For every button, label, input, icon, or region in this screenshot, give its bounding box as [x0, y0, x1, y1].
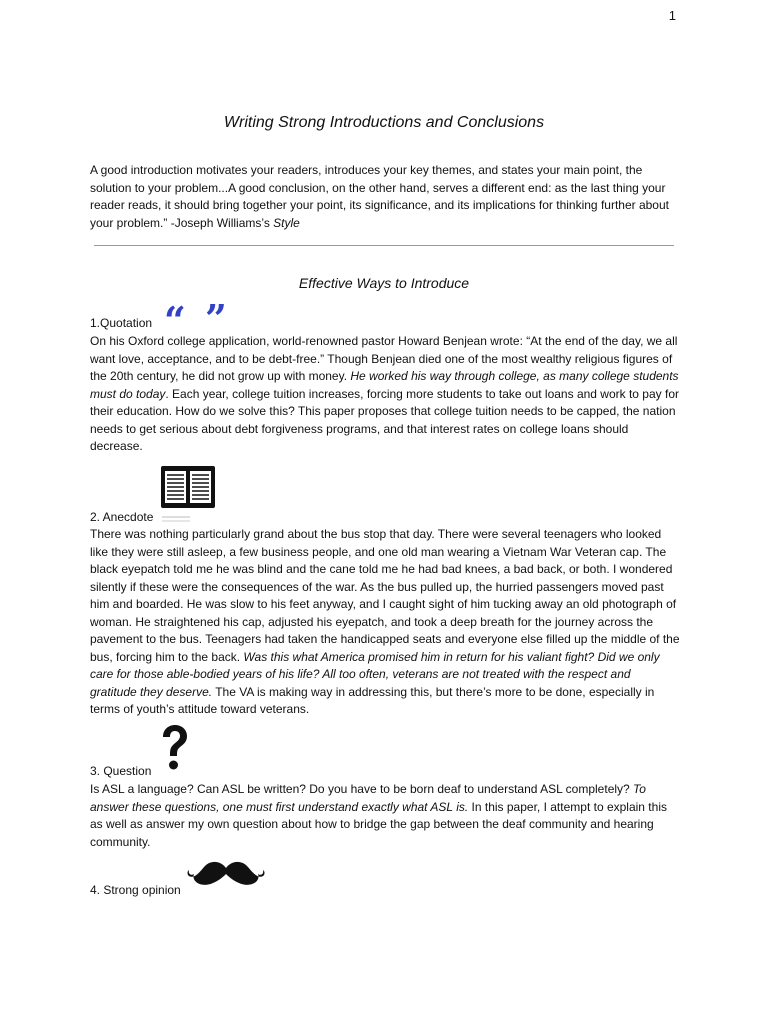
- question-text-1: Is ASL a language? Can ASL be written? Do you have to be born deaf to understand ASL completely?: [90, 782, 634, 796]
- intro-text: A good introduction motivates your readers, introduces your key themes, and states your main point, the solution to your problem...A good conclusion, on the other hand, serves a different end: as the last thing your reader reads, it should bring together your point, its significance, and its implications for thinking further about your problem.” -Joseph Williams’s: [90, 163, 669, 230]
- close-quote-icon: ”: [205, 296, 227, 341]
- quotation-text-1: On his Oxford college application, world-renowned pastor Howard Benjean wrote: “At the end of the day, we all want love, acceptance, and to be debt-free.” Though Benjean died one of the most wealthy religious figures of the 20th century, he did not grow up with money.: [90, 334, 678, 383]
- document-title: Writing Strong Introductions and Conclusions: [223, 114, 545, 131]
- question-mark-icon: [158, 724, 190, 772]
- anecdote-text-1: There was nothing particularly grand about the bus stop that day. There were several teenagers who looked like they were still asleep, a few business people, and one old man wearing a Vietnam War Veteran cap. The black eyepatch told me he was blind and the cane told me he had bad knees, a bad back, or both. I wondered silently if these were the consequences of the war. As the bus pulled up, the hurried passengers moved past him and boarded. He was slow to his feet anyway, and I caught sight of him tucking away an old photograph of woman. He straightened his cap, adjusted his eyepatch, and took a deep breath for the journey across the pavement to the bus. Teenagers had taken the handicapped seats and everyone else filled up the middle of the bus, forcing him to the back.: [90, 527, 680, 664]
- anecdote-emphasis: Was this what America promised him in return for his valiant fight? Did we only care for those able-bodied years of his life? All too often, veterans are not treated with the respect and gratitude they deserve.: [90, 649, 660, 699]
- open-book-icon: [160, 465, 216, 523]
- mustache-icon: [186, 858, 266, 888]
- question-emphasis: To answer these questions, one must first understand exactly what ASL is.: [90, 782, 646, 814]
- question-heading: 3. Question: [90, 764, 152, 778]
- quotation-paragraph: [90, 333, 680, 456]
- anecdote-text-2: The VA is making way in addressing this, but there’s more to be done, especially in terms of youth’s attitude toward veterans.: [90, 684, 655, 716]
- quotation-emphasis: He worked his way through college, as many college students must do today: [90, 369, 679, 401]
- strong-opinion-heading: 4. Strong opinion: [90, 883, 181, 897]
- intro-source-title: Style: [273, 215, 300, 230]
- intro-paragraph: [90, 162, 680, 232]
- anecdote-paragraph: [90, 526, 680, 719]
- question-paragraph: [90, 781, 680, 851]
- quotation-heading: 1.Quotation: [90, 316, 153, 330]
- question-text-2: In this paper, I attempt to explain this as well as answer my own question about how to bridge the gap between the deaf community and hearing community.: [90, 799, 667, 849]
- section-divider: [94, 245, 674, 246]
- quotation-text-2: . Each year, college tuition increases, forcing more students to take out loans and work to pay for their education. How do we solve this? This paper proposes that college tuition needs to be capped, the nation needs to get serious about debt forgiveness programs, and that interest rates on college loans should decrease.: [90, 386, 679, 453]
- section-title: Effective Ways to Introduce: [298, 275, 470, 291]
- open-quote-icon: “: [164, 298, 186, 343]
- anecdote-heading: 2. Anecdote: [90, 510, 154, 524]
- page-number: 1: [668, 8, 676, 23]
